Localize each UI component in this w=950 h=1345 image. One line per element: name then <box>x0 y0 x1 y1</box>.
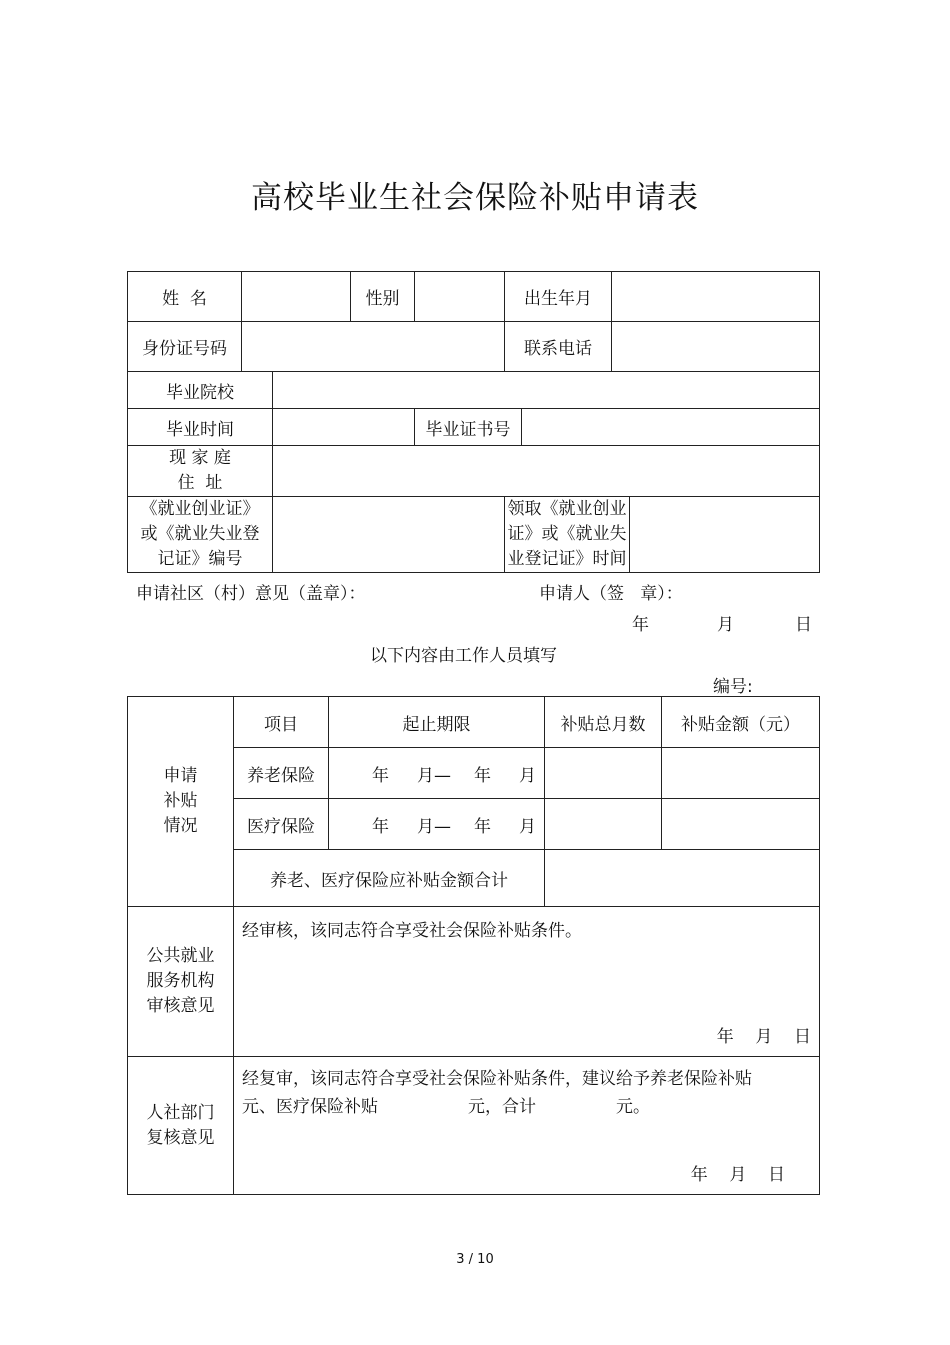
phone-field[interactable] <box>612 322 820 372</box>
employment-cert-label <box>128 497 273 573</box>
hr-opinion-yuan: 元。 <box>616 1097 650 1117</box>
period-end-month: 月 <box>519 816 536 837</box>
hr-label-line: 复核意见 <box>146 1127 215 1148</box>
id-label: 身份证号码 <box>128 322 242 372</box>
employment-cert-label-line: 记证》编号 <box>157 549 243 569</box>
employment-cert-label-line: 《就业创业证》 <box>140 499 260 519</box>
section-label-line: 情况 <box>163 816 198 836</box>
period-start-month: 月— <box>417 765 451 786</box>
applicant-info-table <box>127 271 820 573</box>
page-title: 高校毕业生社会保险补贴申请表 <box>251 180 699 216</box>
receive-time-label <box>505 497 630 573</box>
period-end-year: 年 <box>474 816 491 837</box>
total-field[interactable] <box>545 850 820 907</box>
page-number: 3 / 10 <box>456 1252 494 1267</box>
school-field[interactable] <box>273 372 820 409</box>
name-field[interactable] <box>242 272 351 322</box>
date-year: 年 <box>632 615 649 635</box>
hr-opinion-total: 元，合计 <box>468 1097 536 1117</box>
row-period[interactable] <box>329 748 545 799</box>
period-end-year: 年 <box>474 765 491 786</box>
hr-opinion-line-1: 经复审，该同志符合享受社会保险补贴条件，建议给予养老保险补贴 <box>242 1069 752 1089</box>
row-amount-field[interactable] <box>662 799 820 850</box>
receive-time-label-line: 证》或《就业失 <box>507 524 627 544</box>
row-item: 养老保险 <box>234 748 329 799</box>
applicant-sign-label: 申请人（签 章）： <box>539 584 683 604</box>
employment-cert-field[interactable] <box>273 497 505 573</box>
serial-label: 编号: <box>713 677 753 697</box>
subsidy-section-label <box>128 697 234 907</box>
grad-time-field[interactable] <box>273 409 415 446</box>
public-label-line: 服务机构 <box>146 971 215 991</box>
receive-time-label-line: 业登记证》时间 <box>507 549 627 569</box>
period-start-year: 年 <box>372 765 389 786</box>
row-months-field[interactable] <box>545 799 662 850</box>
address-label-line: 住 址 <box>177 473 223 493</box>
gender-label: 性别 <box>351 272 415 322</box>
section-label-line: 申请 <box>163 766 198 786</box>
row-months-field[interactable] <box>545 748 662 799</box>
address-label <box>128 446 273 497</box>
date-day: 日 <box>795 615 812 635</box>
col-period-header: 起止期限 <box>329 697 545 748</box>
employment-cert-label-line: 或《就业失业登 <box>140 524 260 544</box>
col-item-header: 项目 <box>234 697 329 748</box>
public-label-line: 审核意见 <box>146 996 215 1016</box>
grad-time-label: 毕业时间 <box>128 409 273 446</box>
name-label: 姓 名 <box>128 272 242 322</box>
hr-dept-opinion[interactable] <box>234 1057 820 1195</box>
phone-label: 联系电话 <box>505 322 612 372</box>
address-field[interactable] <box>273 446 820 497</box>
school-label: 毕业院校 <box>128 372 273 409</box>
community-opinion-label: 申请社区（村）意见（盖章）： <box>136 584 366 604</box>
hr-opinion-medical: 元、医疗保险补贴 <box>242 1097 378 1117</box>
public-opinion-text: 经审核，该同志符合享受社会保险补贴条件。 <box>242 921 582 941</box>
cert-no-label: 毕业证书号 <box>415 409 522 446</box>
row-amount-field[interactable] <box>662 748 820 799</box>
birth-label: 出生年月 <box>505 272 612 322</box>
public-service-opinion[interactable] <box>234 907 820 1057</box>
hr-opinion-date: 年 月 日 <box>690 1165 785 1185</box>
section-label-line: 补贴 <box>163 791 198 811</box>
row-item: 医疗保险 <box>234 799 329 850</box>
address-label-line: 现 家 庭 <box>169 448 231 468</box>
period-start-year: 年 <box>372 816 389 837</box>
id-field[interactable] <box>242 322 505 372</box>
row-period[interactable] <box>329 799 545 850</box>
col-amount-header: 补贴金额（元） <box>662 697 820 748</box>
period-start-month: 月— <box>417 816 451 837</box>
receive-time-label-line: 领取《就业创业 <box>507 499 627 519</box>
birth-field[interactable] <box>612 272 820 322</box>
public-service-label <box>128 907 234 1057</box>
hr-label-line: 人社部门 <box>146 1102 215 1123</box>
col-months-header: 补贴总月数 <box>545 697 662 748</box>
date-month: 月 <box>717 615 734 635</box>
gender-field[interactable] <box>415 272 505 322</box>
cert-no-field[interactable] <box>522 409 820 446</box>
total-label: 养老、医疗保险应补贴金额合计 <box>234 850 545 907</box>
public-opinion-date: 年 月 日 <box>716 1027 811 1047</box>
hr-dept-label <box>128 1057 234 1195</box>
receive-time-field[interactable] <box>630 497 820 573</box>
subsidy-table <box>127 696 820 1195</box>
period-end-month: 月 <box>519 765 536 786</box>
staff-note: 以下内容由工作人员填写 <box>370 646 557 666</box>
public-label-line: 公共就业 <box>146 946 215 966</box>
